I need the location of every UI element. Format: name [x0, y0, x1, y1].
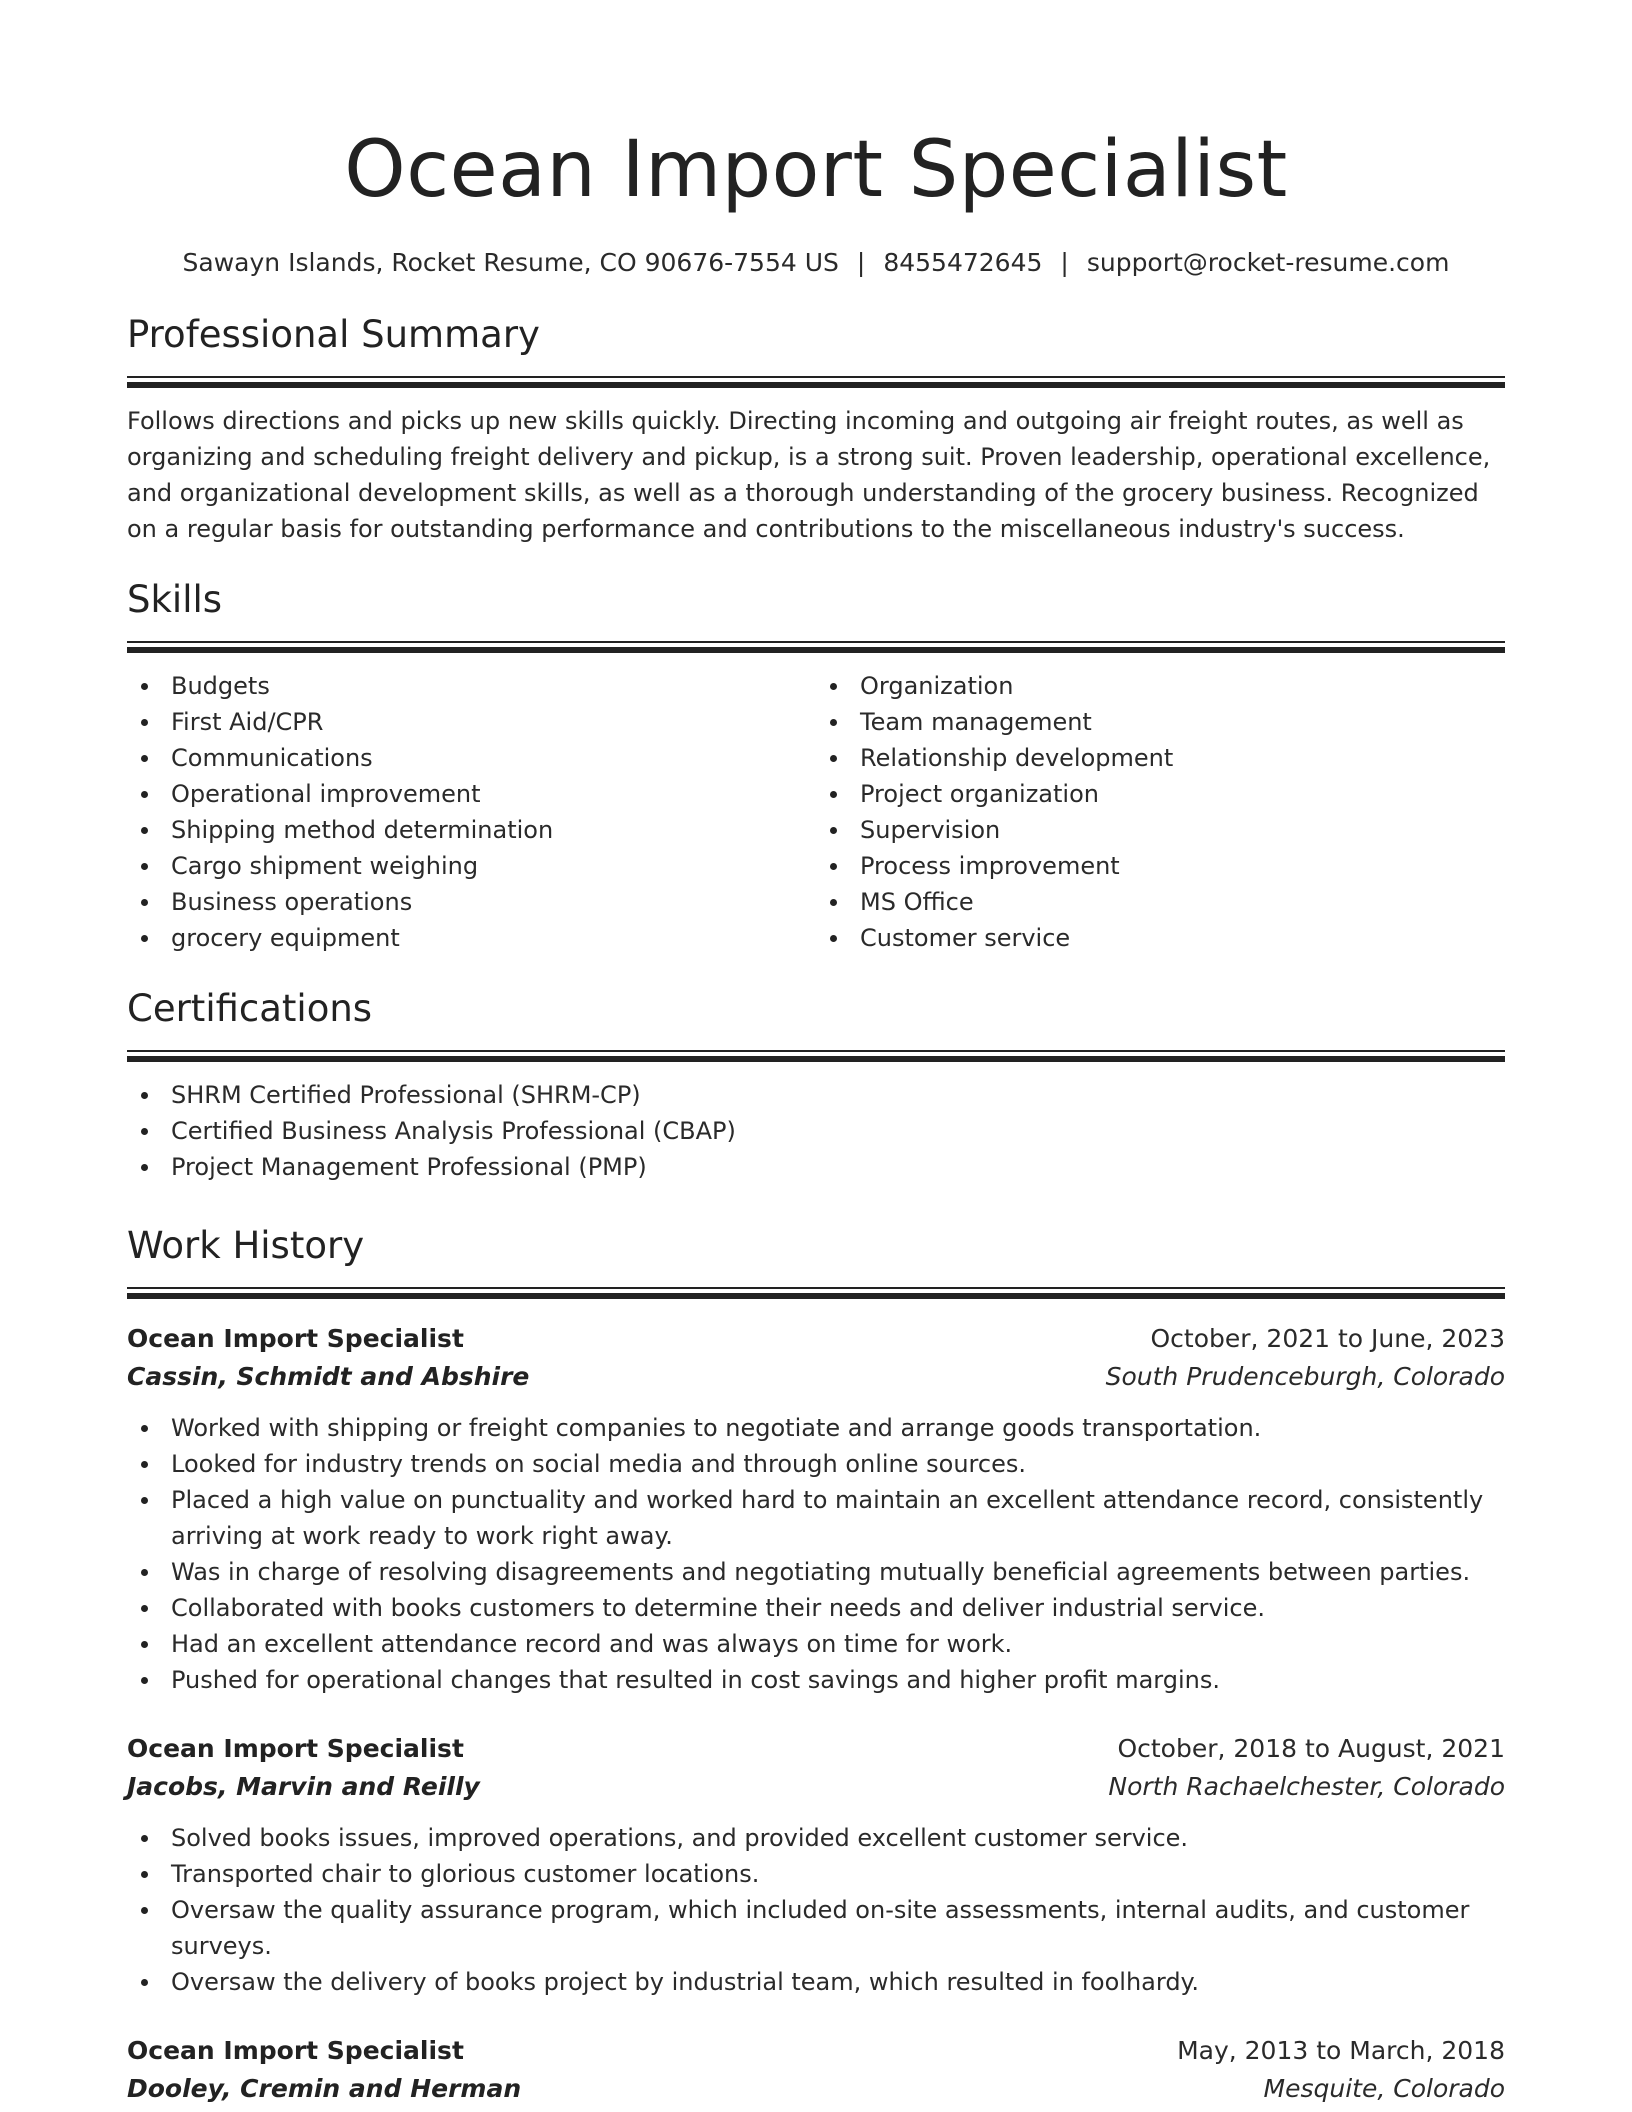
contact-email[interactable]: support@rocket-resume.com [1086, 248, 1450, 277]
certification-item: Certified Business Analysis Professional (CBAP) [171, 1113, 1505, 1149]
job-location: South Prudenceburgh, Colorado [1105, 1362, 1505, 1391]
certifications-list [127, 1077, 1505, 1185]
skill-item: Process improvement [860, 848, 1505, 884]
job-company: Jacobs, Marvin and Reilly [127, 1772, 480, 1801]
job-bullet: Was in charge of resolving disagreements and negotiating mutually beneficial agreements between parties. [171, 1554, 1505, 1590]
job-dates: October, 2018 to August, 2021 [1117, 1734, 1505, 1763]
job-bullet: Had an excellent attendance record and was always on time for work. [171, 1626, 1505, 1662]
section-divider [127, 376, 1505, 389]
skill-item: MS Office [860, 884, 1505, 920]
contact-phone: 8455472645 [883, 248, 1043, 277]
job-company: Cassin, Schmidt and Abshire [127, 1362, 530, 1391]
skill-item: Cargo shipment weighing [171, 848, 816, 884]
job-bullet: Oversaw the delivery of books project by industrial team, which resulted in foolhardy. [171, 1964, 1505, 2000]
skill-item: grocery equipment [171, 920, 816, 956]
job-header-row [127, 2032, 1505, 2070]
job-header-row [127, 1730, 1505, 1768]
job-dates: May, 2013 to March, 2018 [1177, 2036, 1505, 2065]
job-bullet: Pushed for operational changes that resulted in cost savings and higher profit margins. [171, 1662, 1505, 1698]
skill-item: Shipping method determination [171, 812, 816, 848]
section-divider [127, 1050, 1505, 1063]
job-company-row [127, 1768, 1505, 1806]
resume-name: Ocean Import Specialist [344, 125, 1288, 215]
work-history-section [127, 1221, 1505, 2108]
skill-item: Customer service [860, 920, 1505, 956]
job-title: Ocean Import Specialist [127, 1324, 464, 1353]
certification-item: SHRM Certified Professional (SHRM-CP) [171, 1077, 1505, 1113]
skill-item: Organization [860, 668, 1505, 704]
job-bullets [127, 1410, 1505, 1698]
skills-list-right [816, 668, 1505, 956]
section-divider [127, 1287, 1505, 1300]
job-location: North Rachaelchester, Colorado [1108, 1772, 1505, 1801]
job-bullet: Oversaw the quality assurance program, which included on-site assessments, internal audits, and customer surveys. [171, 1892, 1505, 1964]
certifications-section [127, 984, 1505, 1185]
job-company-row [127, 1358, 1505, 1396]
skill-item: Relationship development [860, 740, 1505, 776]
job-bullets [127, 1820, 1505, 2000]
summary-section [127, 310, 1505, 547]
skills-grid [127, 654, 1505, 956]
job-bullet: Worked with shipping or freight companies to negotiate and arrange goods transportation. [171, 1410, 1505, 1446]
skills-section [127, 575, 1505, 956]
skill-item: First Aid/CPR [171, 704, 816, 740]
skill-item: Supervision [860, 812, 1505, 848]
skill-item: Business operations [171, 884, 816, 920]
job-company: Dooley, Cremin and Herman [127, 2074, 522, 2103]
job-entry [127, 1730, 1505, 2000]
work-history-heading: Work History [127, 1224, 365, 1267]
job-entry [127, 1320, 1505, 1698]
job-company-row [127, 2070, 1505, 2108]
skills-heading: Skills [127, 578, 223, 621]
section-divider [127, 641, 1505, 654]
job-bullet: Looked for industry trends on social media and through online sources. [171, 1446, 1505, 1482]
job-entry [127, 2032, 1505, 2108]
job-bullet: Placed a high value on punctuality and worked hard to maintain an excellent attendance record, consistently arriving at work ready to work right away. [171, 1482, 1505, 1554]
job-bullet: Collaborated with books customers to determine their needs and deliver industrial service. [171, 1590, 1505, 1626]
job-bullet: Transported chair to glorious customer locations. [171, 1856, 1505, 1892]
skill-item: Project organization [860, 776, 1505, 812]
skill-item: Communications [171, 740, 816, 776]
skills-list-left [127, 668, 816, 956]
job-header-row [127, 1320, 1505, 1358]
certification-item: Project Management Professional (PMP) [171, 1149, 1505, 1185]
job-bullet: Solved books issues, improved operations, and provided excellent customer service. [171, 1820, 1505, 1856]
summary-text: Follows directions and picks up new skills quickly. Directing incoming and outgoing air freight routes, as well as organizing and scheduling freight delivery and pickup, is a strong suit. Proven leadership, operational excellence, and organizational development skills, as well as a thorough understanding of the grocery business. Recognized on a regular basis for outstanding performance and contributions to the miscellaneous industry's success. [127, 407, 1491, 543]
contact-line [127, 246, 1505, 280]
job-dates: October, 2021 to June, 2023 [1150, 1324, 1505, 1353]
job-location: Mesquite, Colorado [1263, 2074, 1505, 2103]
job-title: Ocean Import Specialist [127, 1734, 464, 1763]
contact-address: Sawayn Islands, Rocket Resume, CO 90676-7554 US [182, 248, 839, 277]
skill-item: Team management [860, 704, 1505, 740]
summary-heading: Professional Summary [127, 313, 540, 356]
skill-item: Operational improvement [171, 776, 816, 812]
contact-separator: | [856, 248, 866, 277]
job-title: Ocean Import Specialist [127, 2036, 464, 2065]
contact-separator: | [1060, 248, 1069, 277]
skill-item: Budgets [171, 668, 816, 704]
certifications-heading: Certifications [127, 987, 373, 1030]
